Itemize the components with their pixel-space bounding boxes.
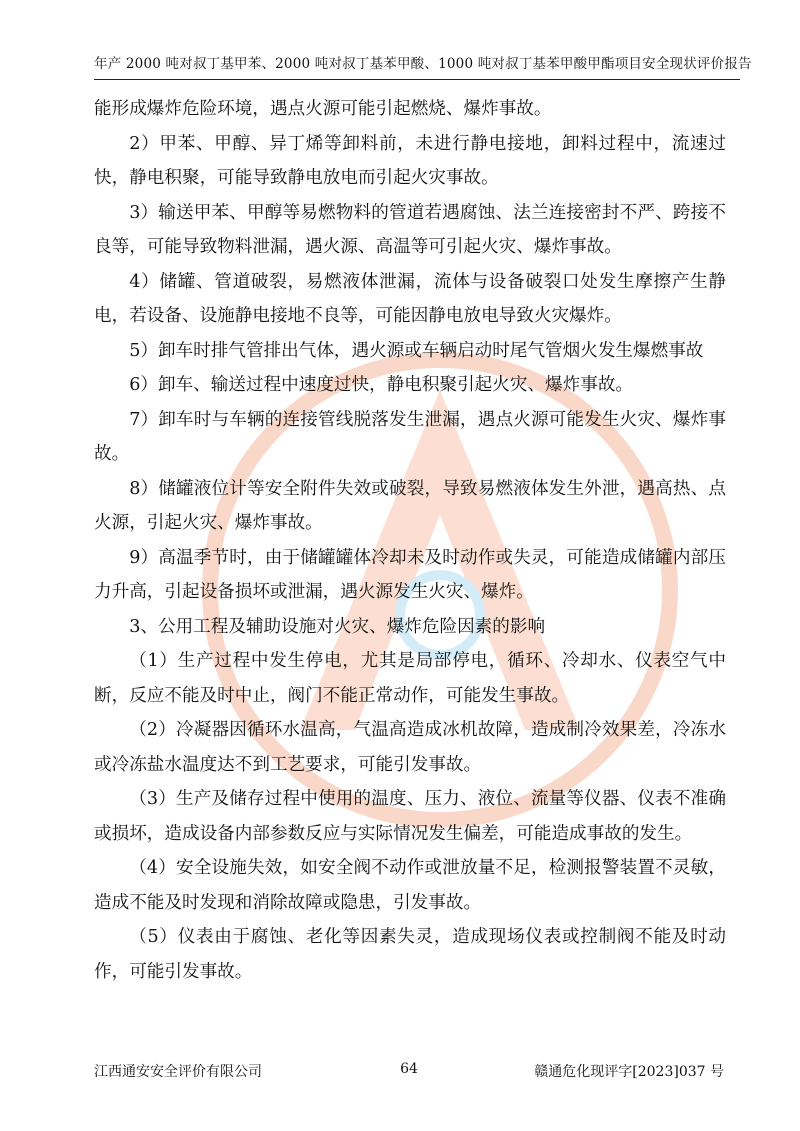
paragraph: 3）输送甲苯、甲醇等易燃物料的管道若遇腐蚀、法兰连接密封不严、跨接不良等，可能导致物料泄漏，遇火源、高温等可引起火灾、爆炸事故。	[94, 202, 726, 257]
paragraph: （5）仪表由于腐蚀、老化等因素失灵，造成现场仪表或控制阀不能及时动作，可能引发事故。	[94, 927, 726, 982]
paragraph: 能形成爆炸危险环境，遇点火源可能引起燃烧、爆炸事故。	[94, 99, 552, 119]
paragraph: 7）卸车时与车辆的连接管线脱落发生泄漏，遇点火源可能发生火灾、爆炸事故。	[94, 409, 726, 464]
paragraph: 9）高温季节时，由于储罐罐体冷却未及时动作或失灵，可能造成储罐内部压力升高，引起设备损坏或泄漏，遇火源发生火灾、爆炸。	[94, 547, 726, 602]
page-header: 年产 2000 吨对叔丁基甲苯、2000 吨对叔丁基苯甲酸、1000 吨对叔丁基苯甲酸甲酯项目安全现状评价报告	[94, 56, 752, 72]
header-divider	[94, 79, 740, 80]
paragraph: 2）甲苯、甲醇、异丁烯等卸料前，未进行静电接地，卸料过程中，流速过快，静电积聚，可能导致静电放电而引起火灾事故。	[94, 133, 726, 188]
paragraph: （3）生产及储存过程中使用的温度、压力、液位、流量等仪器、仪表不准确或损坏，造成设备内部参数反应与实际情况发生偏差，可能造成事故的发生。	[94, 789, 726, 844]
page-number: 64	[400, 1061, 418, 1077]
paragraph: 4）储罐、管道破裂，易燃液体泄漏，流体与设备破裂口处发生摩擦产生静电，若设备、设施静电接地不良等，可能因静电放电导致火灾爆炸。	[94, 271, 726, 326]
section-heading: 3、公用工程及辅助设施对火灾、爆炸危险因素的影响	[129, 616, 546, 637]
paragraph: 8）储罐液位计等安全附件失效或破裂，导致易燃液体发生外泄，遇高热、点火源，引起火灾、爆炸事故。	[94, 478, 726, 533]
page-footer	[94, 1061, 724, 1081]
paragraph: （4）安全设施失效，如安全阀不动作或泄放量不足，检测报警装置不灵敏，造成不能及时发现和消除故障或隐患，引发事故。	[94, 858, 726, 913]
paragraph: 5）卸车时排气管排出气体，遇火源或车辆启动时尾气管烟火发生爆燃事故	[129, 340, 704, 361]
footer-doc-number: 赣通危化现评字[2023]037 号	[534, 1064, 724, 1080]
paragraph: （1）生产过程中发生停电，尤其是局部停电，循环、冷却水、仪表空气中断，反应不能及时中止，阀门不能正常动作，可能发生事故。	[94, 651, 726, 706]
paragraph: （2）冷凝器因循环水温高，气温高造成冰机故障，造成制冷效果差，冷冻水或冷冻盐水温度达不到工艺要求，可能引发事故。	[94, 720, 726, 775]
footer-company: 江西通安安全评价有限公司	[94, 1064, 262, 1080]
paragraph: 6）卸车、输送过程中速度过快，静电积聚引起火灾、爆炸事故。	[129, 375, 634, 395]
document-body	[94, 92, 726, 989]
